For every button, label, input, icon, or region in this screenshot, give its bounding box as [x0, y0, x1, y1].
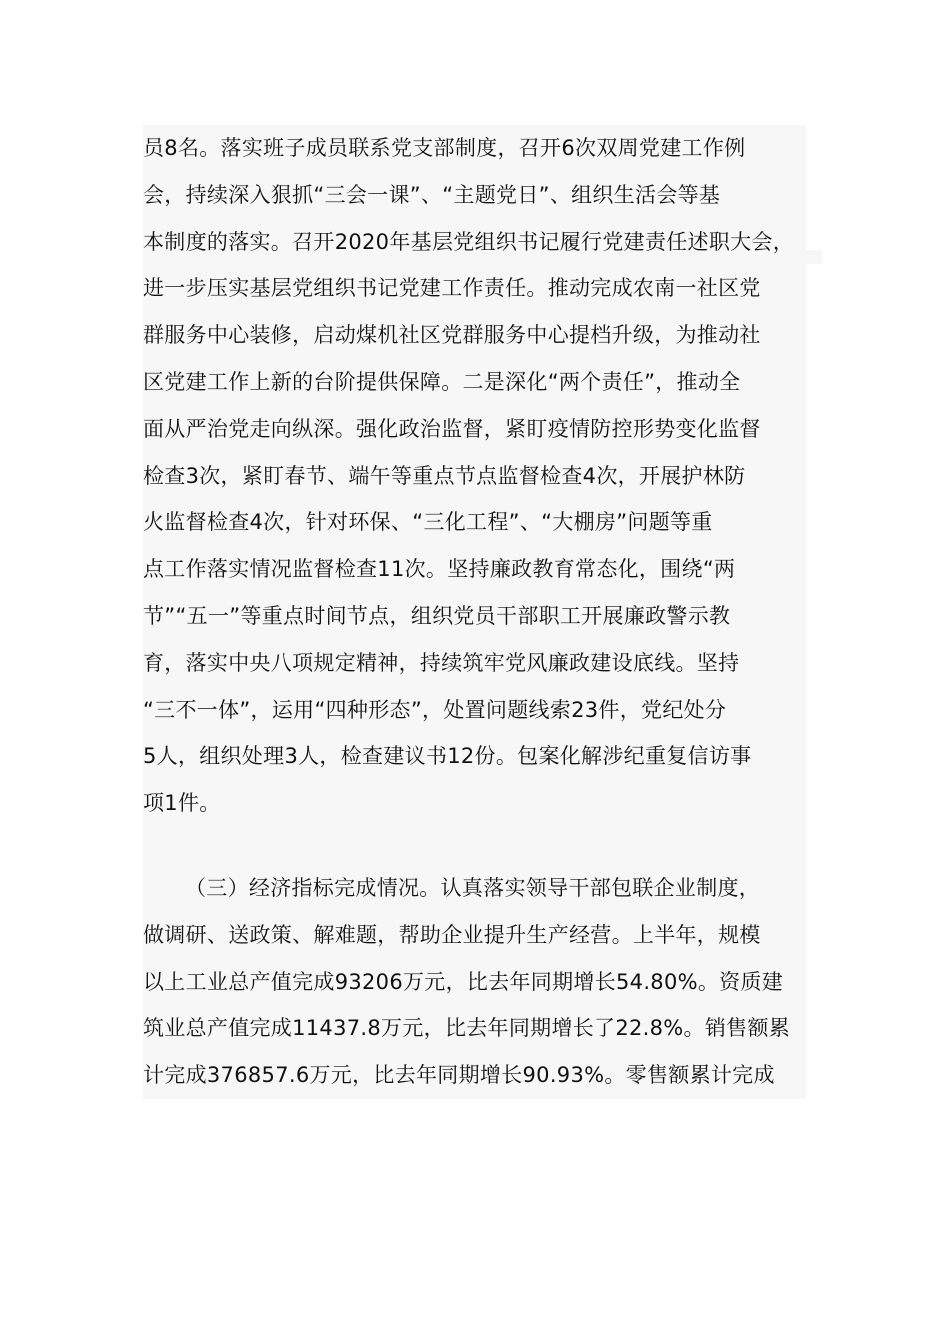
text-line: 点工作落实情况监督检查11次。坚持廉政教育常态化，围绕“两 — [143, 557, 736, 582]
text-line: 群服务中心装修，启动煤机社区党群服务中心提档升级，为推动社 — [143, 323, 761, 348]
text-line: 本制度的落实。召开2020年基层党组织书记履行党建责任述职大会， — [143, 229, 795, 254]
text-line: 进一步压实基层党组织书记党建工作责任。推动完成农南一社区党 — [143, 276, 761, 301]
text-line: 面从严治党走向纵深。强化政治监督，紧盯疫情防控形势变化监督 — [143, 416, 761, 441]
paragraph-spacer — [143, 827, 806, 865]
text-line: 员8名。落实班子成员联系党支部制度，召开6次双周党建工作例 — [143, 136, 746, 160]
text-line: 5人，组织处理3人，检查建议书12份。包案化解涉纪重复信访事 — [143, 744, 752, 769]
text-line: 计完成376857.6万元，比去年同期增长90.93%。零售额累计完成 — [143, 1063, 775, 1088]
document-body — [143, 125, 806, 1099]
text-line: 以上工业总产值完成93206万元，比去年同期增长54.80%。资质建 — [143, 969, 784, 994]
text-line: （三）经济指标完成情况。认真落实领导干部包联企业制度， — [185, 875, 761, 900]
text-line: “三不一体”，运用“四种形态”，处置问题线索23件，党纪处分 — [143, 697, 727, 722]
text-line: 火监督检查4次，针对环保、“三化工程”、“大棚房”问题等重 — [143, 510, 713, 535]
text-line: 区党建工作上新的台阶提供保障。二是深化“两个责任”，推动全 — [143, 369, 741, 394]
text-line: 做调研、送政策、解难题，帮助企业提升生产经营。上半年，规模 — [143, 922, 761, 947]
text-line: 会，持续深入狠抓“三会一课”、“主题党日”、组织生活会等基 — [143, 182, 721, 207]
text-line: 筑业总产值完成11437.8万元，比去年同期增长了22.8%。销售额累 — [143, 1016, 791, 1041]
paragraph-1 — [143, 125, 806, 827]
highlight-overflow — [806, 250, 822, 264]
text-line: 节”“五一”等重点时间节点，组织党员干部职工开展廉政警示教 — [143, 603, 731, 628]
text-line: 项1件。 — [143, 791, 221, 816]
paragraph-2 — [143, 865, 806, 1099]
text-line: 育，落实中央八项规定精神，持续筑牢党风廉政建设底线。坚持 — [143, 650, 740, 675]
text-line: 检查3次，紧盯春节、端午等重点节点监督检查4次，开展护林防 — [143, 463, 746, 488]
